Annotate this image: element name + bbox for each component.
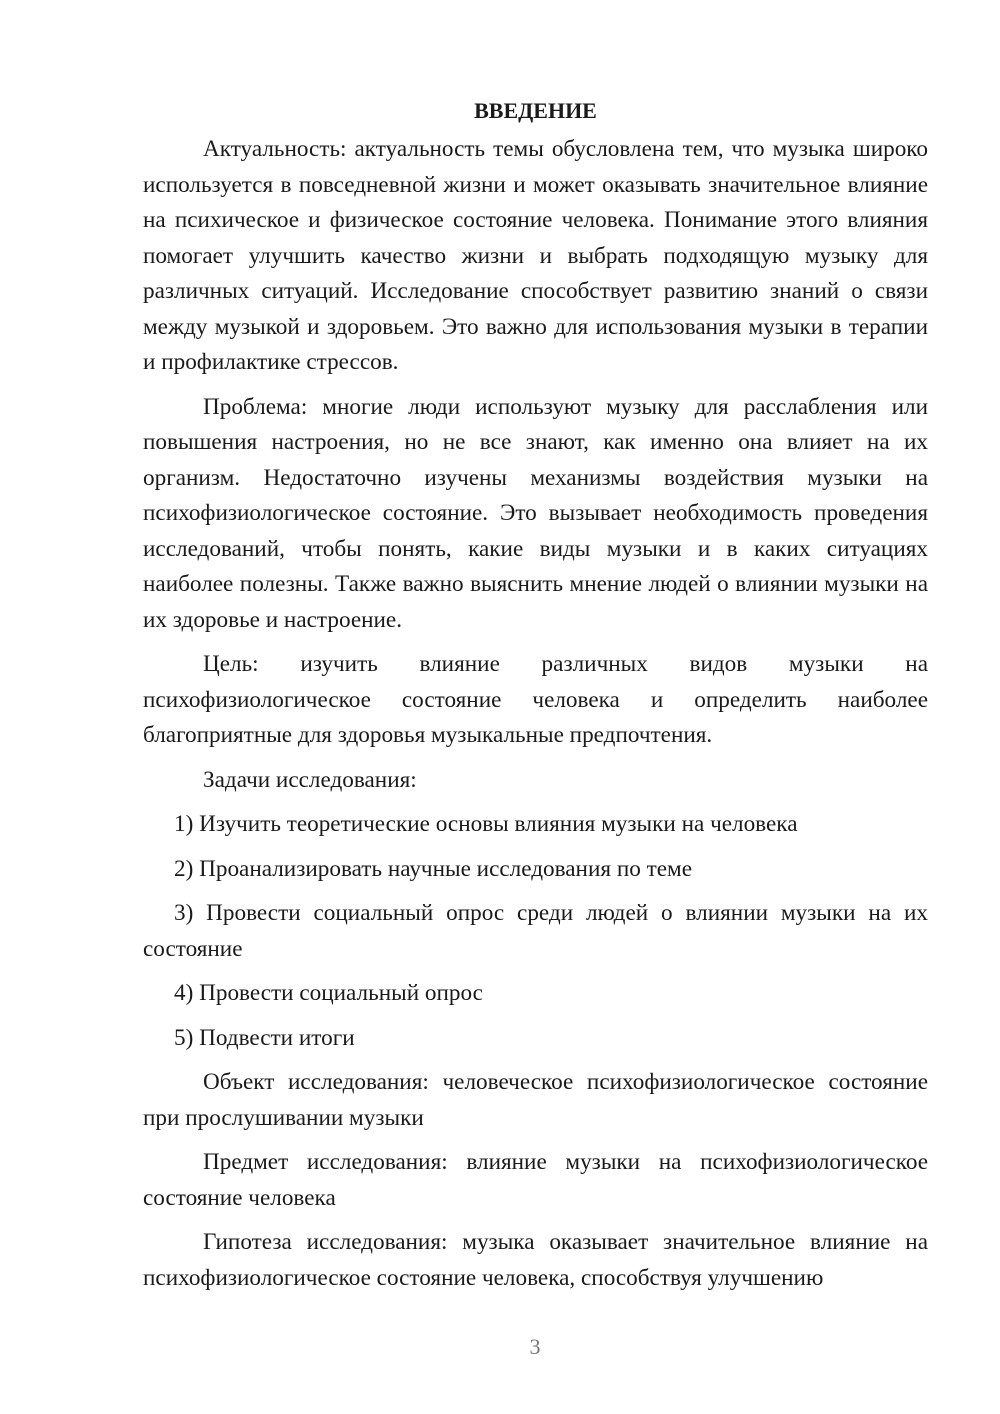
goal-paragraph: Цель: изучить влияние различных видов музыки на психофизиологическое состояние человека и определить наиболее благоприятные для здоровья музыкальные предпочтения. xyxy=(143,651,928,748)
subject-paragraph: Предмет исследования: влияние музыки на психофизиологическое состояние человека xyxy=(143,1149,928,1211)
task-item: 4) Провести социальный опрос xyxy=(174,980,483,1006)
hypothesis-paragraph: Гипотеза исследования: музыка оказывает значительное влияние на психофизиологическое состояние человека, способствуя улучшению xyxy=(143,1229,928,1291)
task-item: 1) Изучить теоретические основы влияния музыки на человека xyxy=(174,811,798,837)
tasks-title: Задачи исследования: xyxy=(203,766,417,793)
object-paragraph: Объект исследования: человеческое психофизиологическое состояние при прослушивании музыки xyxy=(143,1069,928,1131)
page-content xyxy=(143,96,928,1305)
relevance-paragraph: Актуальность: актуальность темы обусловлена тем, что музыка широко используется в повседневной жизни и может оказывать значительное влияние на психическое и физическое состояние человека. Понимание этого влияния помогает улучшить качество жизни и выбрать подходящую музыку для различных ситуаций. Исследование способствует развитию знаний о связи между музыкой и здоровьем. Это важно для использования музыки в терапии и профилактике стрессов. xyxy=(143,136,928,375)
section-heading: ВВЕДЕНИЕ xyxy=(474,98,597,123)
problem-paragraph: Проблема: многие люди используют музыку для расслабления или повышения настроения, но не все знают, как именно она влияет на их организм. Недостаточно изучены механизмы воздействия музыки на психофизиологическое состояние. Это вызывает необходимость проведения исследований, чтобы понять, какие виды музыки и в каких ситуациях наиболее полезны. Также важно выяснить мнение людей о влиянии музыки на их здоровье и настроение. xyxy=(143,393,928,633)
task-item: 5) Подвести итоги xyxy=(174,1024,355,1051)
task-item: 2) Проанализировать научные исследования по теме xyxy=(174,855,693,882)
page-number: 3 xyxy=(529,1334,541,1359)
task-item: 3) Провести социальный опрос среди людей о влиянии музыки на их состояние xyxy=(143,900,928,962)
